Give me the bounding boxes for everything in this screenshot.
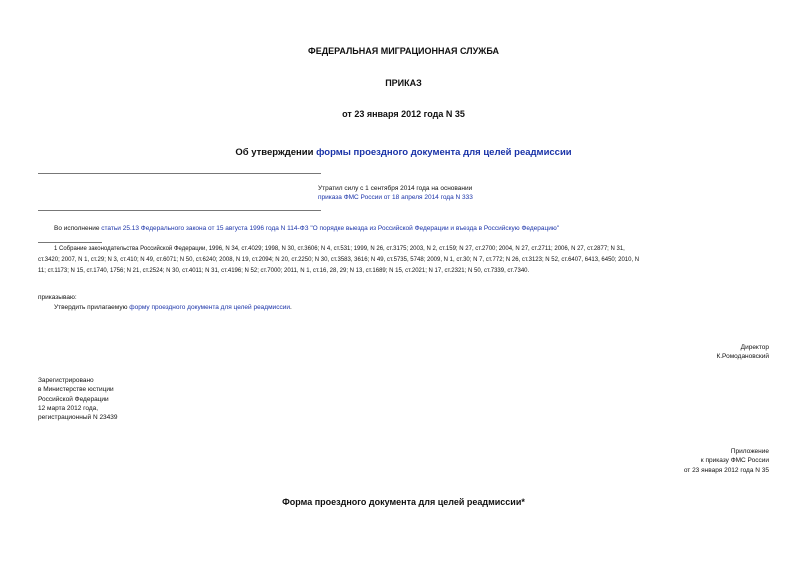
appendix-line: к приказу ФМС России xyxy=(700,457,769,465)
registration-line: в Министерстве юстиции xyxy=(38,386,114,394)
appendix-line: Приложение xyxy=(730,448,769,455)
divider-top xyxy=(38,173,321,174)
footnote-line: ст.3420; 2007, N 1, ст.29; N 3, ст.410; N 49, ст.6071; N 50, ст.6240; 2008, N 19, ст.2094; N 20, ст.2250; N 30, ст.3583, 3616; N 49, ст.5735, 5748; 2009, N 1, ст.30; N 7, ст.772; N 26, ст.3123; N 52, ст.6407, 6413, 6450; 2010, N xyxy=(38,257,640,263)
registration-line: регистрационный N 23439 xyxy=(38,414,118,422)
form-title: Форма проездного документа для целей реадмиссии* xyxy=(282,497,525,507)
signature-name: К.Ромодановский xyxy=(716,353,769,361)
appendix-line: от 23 января 2012 года N 35 xyxy=(683,466,769,474)
footnote-line: 11; ст.1173; N 15, ст.1740, 1756; N 21, ст.2524; N 30, ст.4011; N 31, ст.4196; N 52; ст.7000; 2011, N 1, ст.16, 28, 29; N 13, ст.1689; N 15, ст.2021; N 17, ст.2321; N 50, ст.7339, ст.7340. xyxy=(38,268,530,274)
status-repeal-link[interactable]: приказа ФМС России от 18 апреля 2014 года N 333 xyxy=(318,194,473,201)
registration-block xyxy=(38,376,118,422)
registration-line: Российской Федерации xyxy=(38,395,109,403)
order-form-link[interactable]: форму проездного документа для целей реадмиссии xyxy=(129,304,290,311)
registration-line: Зарегистрировано xyxy=(38,377,94,384)
footnote xyxy=(38,244,798,277)
doc-type-heading: ПРИКАЗ xyxy=(385,78,422,88)
appendix-block xyxy=(684,447,769,475)
agency-heading: ФЕДЕРАЛЬНАЯ МИГРАЦИОННАЯ СЛУЖБА xyxy=(308,46,499,56)
footnote-divider xyxy=(38,242,102,243)
title-prefix: Об утверждении xyxy=(235,147,317,158)
divider-bottom xyxy=(38,210,321,211)
preamble-prefix: Во исполнение xyxy=(54,225,102,232)
status-note xyxy=(318,184,473,202)
order-intro: приказываю: xyxy=(38,294,77,301)
title-form-link[interactable]: формы проездного документа для целей реадмиссии xyxy=(316,147,572,158)
preamble xyxy=(54,224,559,233)
registration-line: 12 марта 2012 года, xyxy=(38,404,99,412)
document-title xyxy=(0,147,807,158)
signature-position: Директор xyxy=(740,344,769,351)
order-prefix: Утвердить прилагаемую xyxy=(54,304,130,311)
order-suffix: . xyxy=(289,304,292,311)
status-line: Утратил силу с 1 сентября 2014 года на основании xyxy=(318,185,473,192)
footnote-line: 1 Собрание законодательства Российской Федерации, 1996, N 34, ст.4029; 1998, N 30, ст.3606; N 4, ст.531; 1999, N 26, ст.3175; 2003, N 2, ст.159; N 27, ст.2700; 2004, N 27, ст.2711; 2006, N 27, ст.2877; N 31, xyxy=(54,246,625,252)
order-clause xyxy=(54,303,292,312)
preamble-law-link[interactable]: статьи 25.13 Федерального закона от 15 августа 1996 года N 114-ФЗ "О порядке выезда из Российской Федерации и въезда в Российскую Федерацию" xyxy=(101,225,560,232)
doc-date-number: от 23 января 2012 года N 35 xyxy=(342,109,465,119)
signature-block xyxy=(716,343,769,362)
